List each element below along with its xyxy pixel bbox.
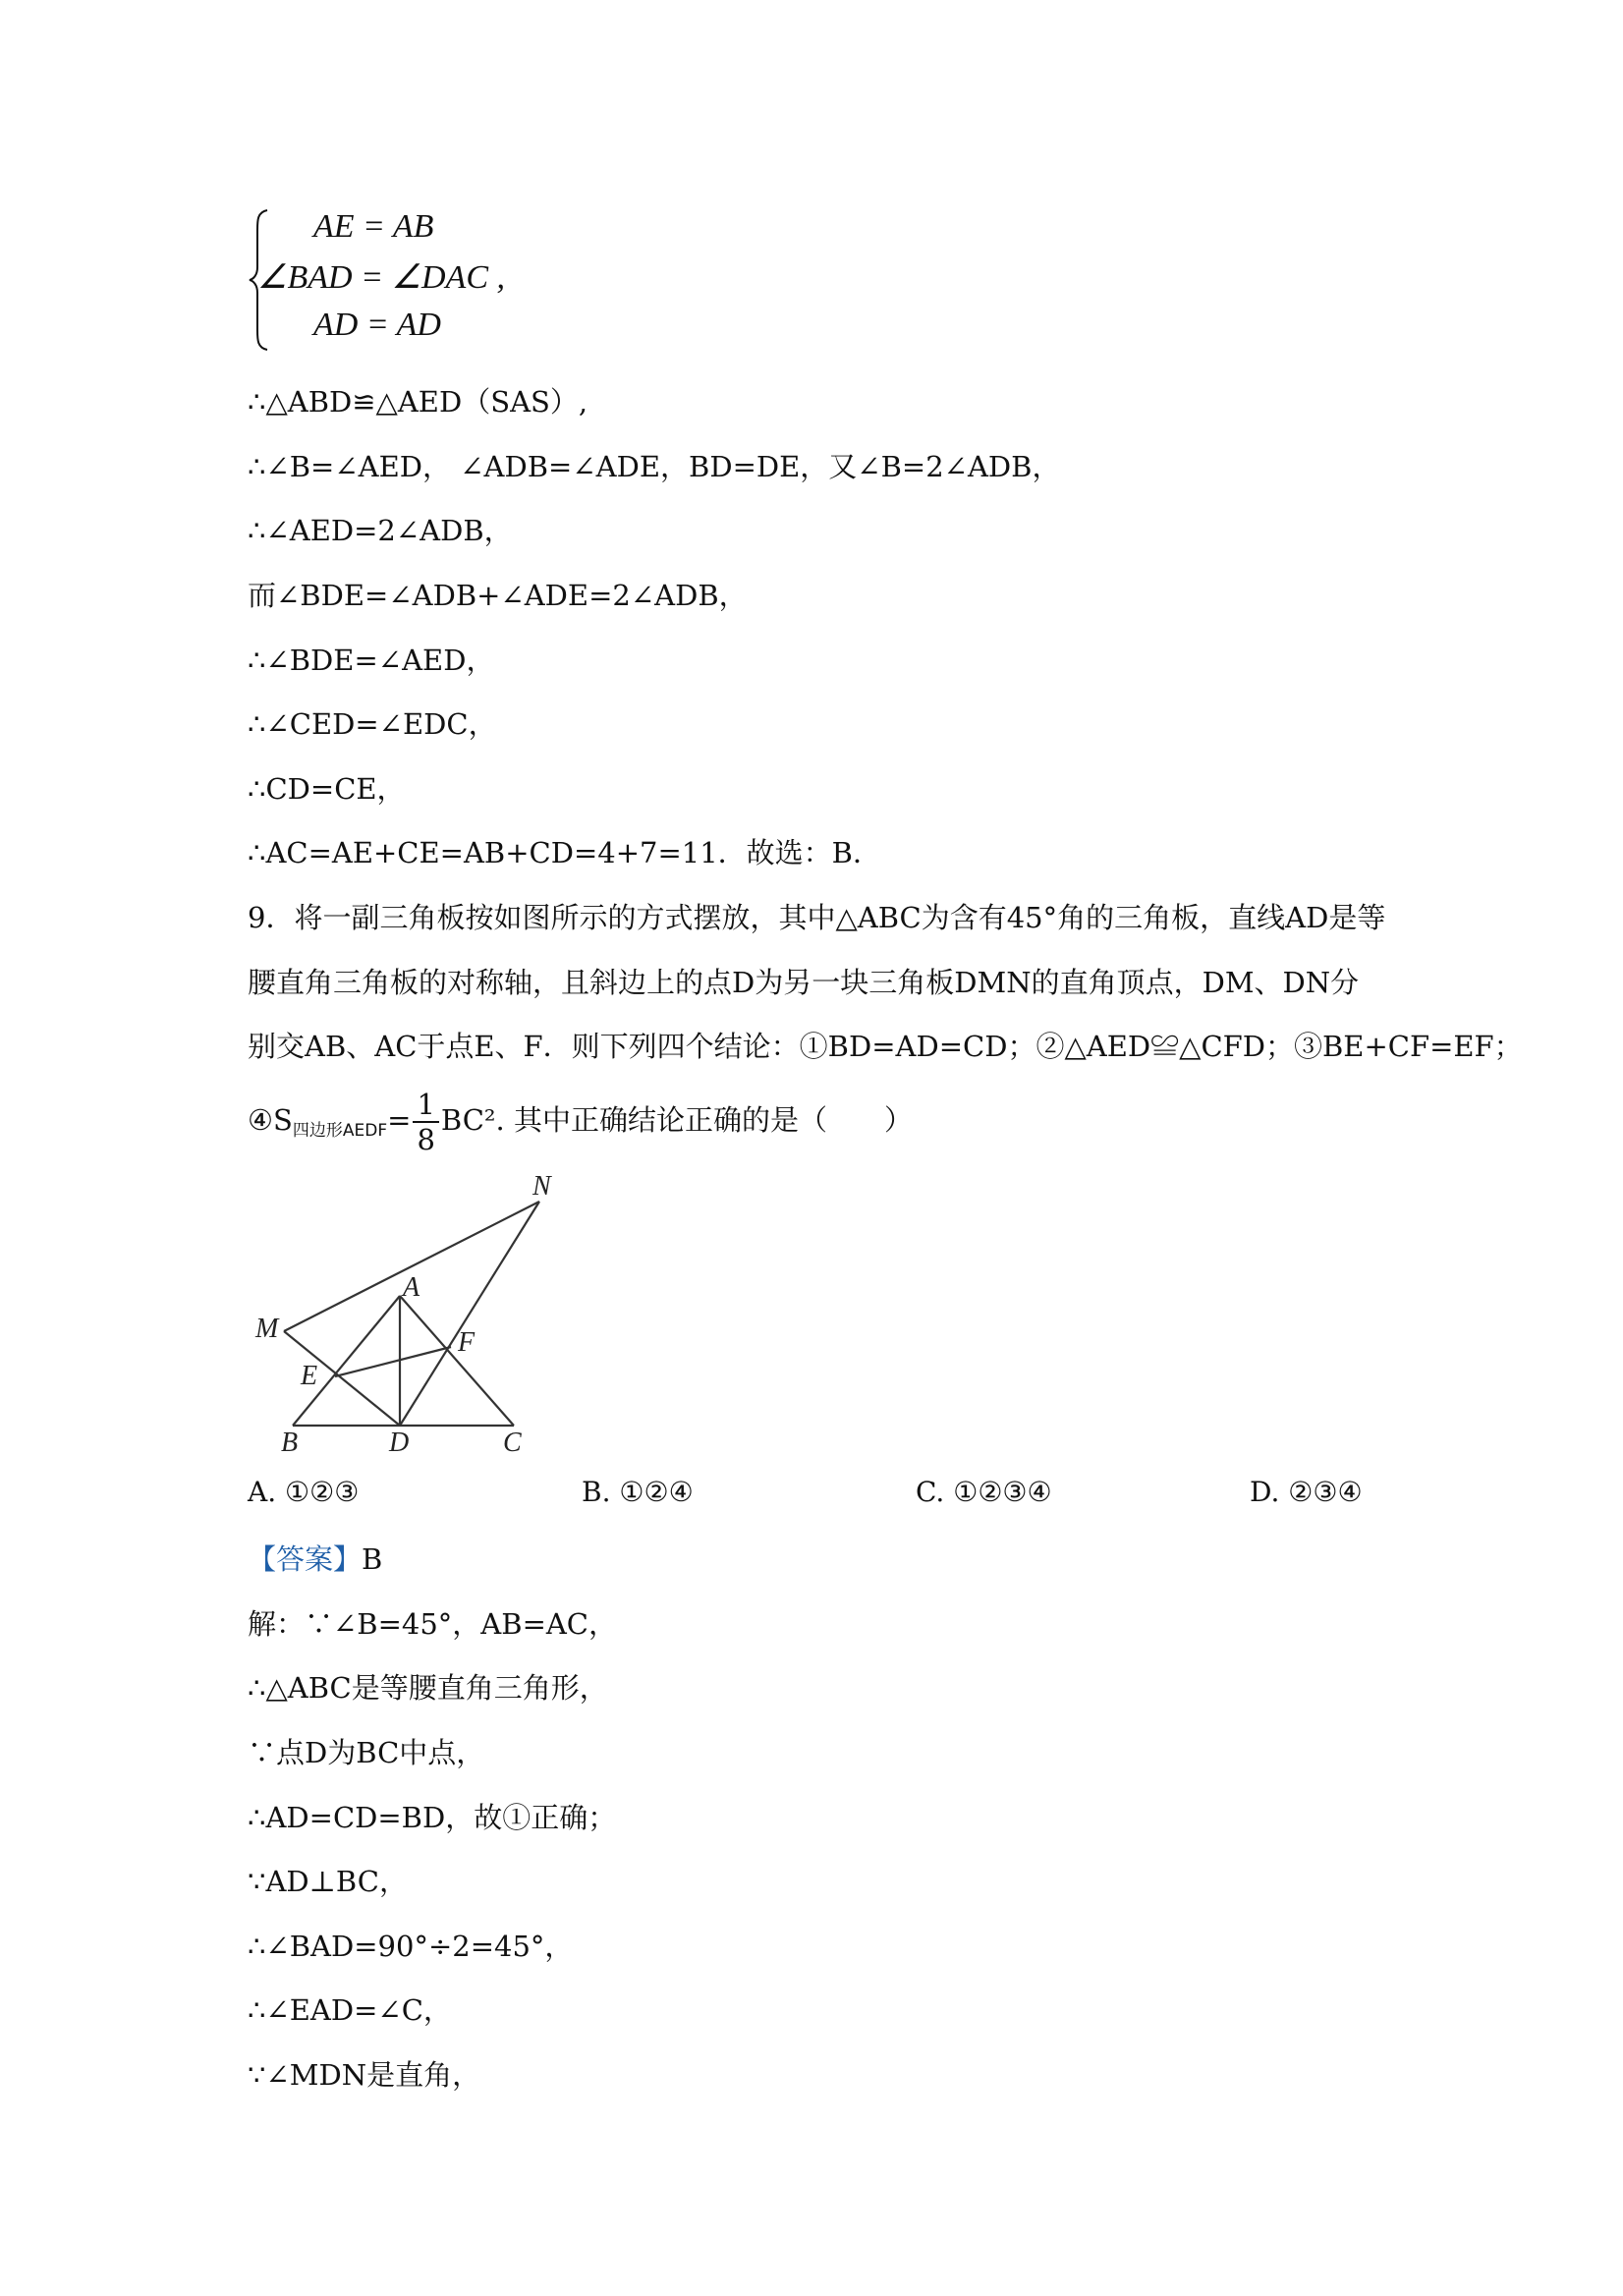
question-line-2: 腰直角三角板的对称轴，且斜边上的点D为另一块三角板DMN的直角顶点，DM、DN分 [248, 966, 1360, 999]
solution-step-7: ∴∠EAD=∠C， [248, 1993, 452, 2027]
fraction [413, 1088, 438, 1156]
segment-DN [400, 1202, 539, 1426]
prev-step-6: ∴∠CED=∠EDC， [248, 707, 497, 741]
solution-step-6: ∴∠BAD=90°÷2=45°， [248, 1930, 574, 1963]
label-M: M [255, 1314, 279, 1344]
solution-step-2: ∴△ABC是等腰直角三角形， [248, 1671, 608, 1705]
option-b: B. ①②④ [582, 1476, 694, 1508]
area-subscript: 四边形AEDF [292, 1121, 388, 1141]
prev-step-7: ∴CD=CE， [248, 772, 406, 806]
answer-line [248, 1540, 382, 1579]
system-row-1: AE = AB [313, 208, 434, 245]
system-row-2: ∠BAD = ∠DAC , [257, 259, 505, 296]
option-c: C. ①②③④ [916, 1476, 1052, 1508]
label-B: B [281, 1428, 299, 1458]
prev-step-1: ∴△ABD≌△AED（SAS）, [248, 385, 588, 419]
segment-AC [400, 1296, 514, 1426]
solution-step-8: ∵∠MDN是直角， [248, 2058, 481, 2092]
equals-sign: = [387, 1103, 412, 1137]
prev-step-3: ∴∠AED=2∠ADB， [248, 514, 513, 547]
solution-step-1: 解：∵∠B=45°，AB=AC， [248, 1607, 617, 1641]
question-line-1: 9．将一副三角板按如图所示的方式摆放，其中△ABC为含有45°角的三角板，直线AD是等 [248, 901, 1386, 934]
solution-step-5: ∵AD⊥BC， [248, 1865, 408, 1898]
answer-tag: 【答案】 [248, 1542, 363, 1576]
prev-step-5: ∴∠BDE=∠AED， [248, 644, 495, 677]
equation-system [248, 206, 562, 354]
solution-step-4: ∴AD=CD=BD，故①正确； [248, 1801, 617, 1834]
label-A: A [403, 1272, 420, 1303]
label-F: F [458, 1327, 476, 1358]
question-line-3: 别交AB、AC于点E、F．则下列四个结论：①BD=AD=CD；②△AED≌△CFD；③BE+CF=EF； [248, 1030, 1523, 1063]
system-row-3: AD = AD [313, 307, 441, 343]
segment-MN [284, 1202, 539, 1331]
label-E: E [301, 1361, 318, 1391]
option-a: A. ①②③ [248, 1476, 360, 1508]
option-d: D. ②③④ [1250, 1476, 1363, 1508]
geometry-figure [242, 1174, 576, 1459]
answer-value: B [362, 1542, 383, 1576]
fraction-numerator: 1 [413, 1088, 438, 1123]
prev-step-8: ∴AC=AE+CE=AB+CD=4+7=11．故选：B． [248, 836, 881, 869]
prev-step-4: 而∠BDE=∠ADB+∠ADE=2∠ADB， [248, 579, 748, 612]
label-D: D [389, 1428, 410, 1458]
prev-step-2: ∴∠B=∠AED， ∠ADB=∠ADE，BD=DE，又∠B=2∠ADB， [248, 450, 1061, 483]
solution-step-3: ∵点D为BC中点， [248, 1736, 485, 1769]
fraction-denominator: 8 [417, 1123, 435, 1156]
area-symbol: ④S [248, 1103, 293, 1137]
question-line-4-tail: BC². 其中正确结论正确的是（ ） [440, 1103, 913, 1137]
label-C: C [503, 1428, 522, 1458]
question-line-4 [248, 1081, 913, 1170]
label-N: N [532, 1174, 551, 1202]
